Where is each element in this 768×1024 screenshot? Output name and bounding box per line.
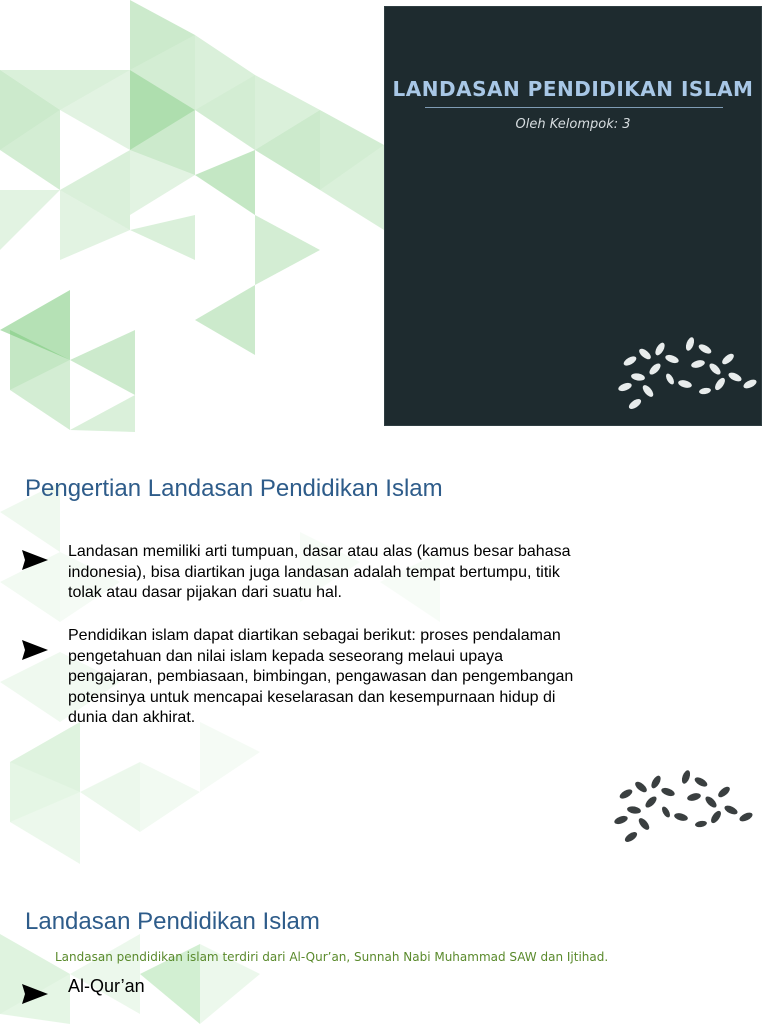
arrow-bullet-icon xyxy=(22,984,48,1004)
text-line: pengetahuan dan nilai islam kepada seseorang melaui upaya xyxy=(68,647,503,665)
text-line: dunia dan akhirat. xyxy=(68,709,196,726)
bullet-definition-pendidikan xyxy=(68,626,628,729)
bullet-definition-landasan xyxy=(68,542,628,604)
presentation-title: LANDASAN PENDIDIKAN ISLAM xyxy=(392,77,754,101)
text-line: indonesia), bisa diartikan juga landasan adalah tempat bertumpu, titik xyxy=(68,563,560,581)
green-triangle-pattern xyxy=(0,864,768,1024)
presentation-subtitle: Oleh Kelompok: 3 xyxy=(515,117,631,132)
section-heading: Landasan Pendidikan Islam xyxy=(25,908,320,935)
list-item-al-quran: Al-Qur’an xyxy=(68,976,145,996)
text-line: pengajaran, pembiasaan, bimbingan, pengawasan dan pengembangan xyxy=(68,668,574,685)
text-line: Landasan memiliki arti tumpuan, dasar atau alas (kamus besar bahasa xyxy=(68,543,571,560)
foundations-slide xyxy=(0,864,768,1024)
arrow-bullet-icon xyxy=(22,550,48,570)
intro-text: Landasan pendidikan islam terdiri dari Al-Qur’an, Sunnah Nabi Muhammad SAW dan Ijtihad. xyxy=(55,950,609,964)
text-line: tolak atau dasar pijakan dari suatu hal. xyxy=(68,584,342,601)
title-divider xyxy=(425,107,723,108)
definition-slide xyxy=(0,432,768,864)
section-heading: Pengertian Landasan Pendidikan Islam xyxy=(25,475,443,502)
text-line: potensinya untuk mencapai keselarasan dan kesempurnaan hidup di xyxy=(68,688,556,706)
scattered-leaves-icon xyxy=(606,762,756,852)
scattered-leaves-icon xyxy=(610,329,760,419)
arrow-bullet-icon xyxy=(22,640,48,660)
title-panel xyxy=(384,6,762,426)
title-slide xyxy=(0,0,768,432)
text-line: Pendidikan islam dapat diartikan sebagai berikut: proses pendalaman xyxy=(68,627,561,644)
